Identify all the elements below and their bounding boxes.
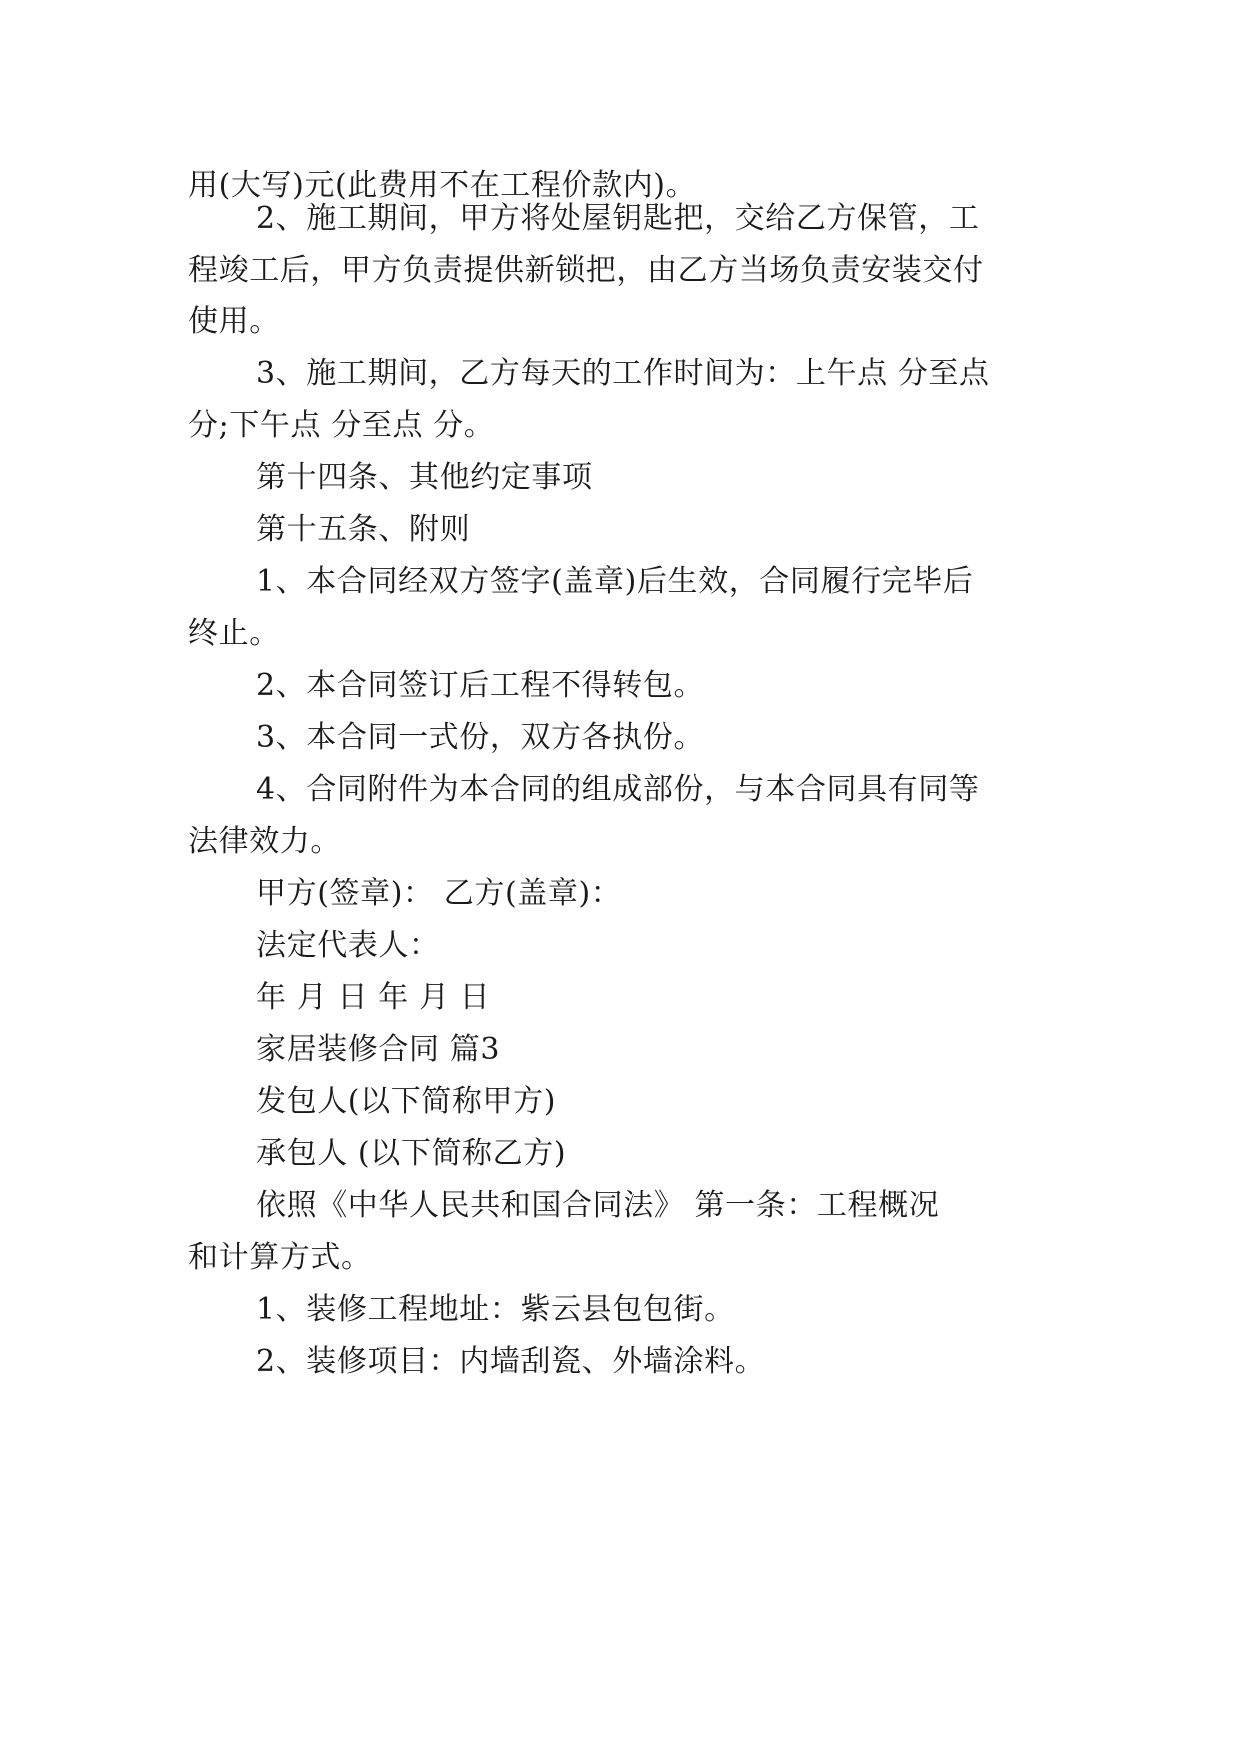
paragraph-line-project-items: 2、装修项目：内墙刮瓷、外墙涂料。 xyxy=(256,1344,766,1379)
contract-title-part-3: 家居装修合同 篇3 xyxy=(256,1032,501,1067)
paragraph-line-fee-note: 用(大写)元(此费用不在工程价款内)。 xyxy=(188,168,697,203)
party-line-employer: 发包人(以下简称甲方) xyxy=(256,1084,557,1119)
paragraph-line-clause-2-cont: 程竣工后，甲方负责提供新锁把，由乙方当场负责安装交付 xyxy=(188,253,984,288)
signature-line-dates: 年 月 日 年 月 日 xyxy=(256,980,491,1015)
paragraph-line-project-address: 1、装修工程地址：紫云县包包街。 xyxy=(256,1292,735,1327)
paragraph-line-basis-start: 依照《中华人民共和国合同法》 第一条：工程概况 xyxy=(256,1188,940,1223)
paragraph-line-clause-3-start: 3、施工期间，乙方每天的工作时间为：上午点 分至点 xyxy=(256,356,990,391)
paragraph-line-attachment-end: 法律效力。 xyxy=(188,824,341,859)
paragraph-line-effect-end: 终止。 xyxy=(188,616,280,651)
document-page xyxy=(188,0,1052,1754)
section-heading-article-14: 第十四条、其他约定事项 xyxy=(256,460,593,495)
signature-line-representative: 法定代表人： xyxy=(256,928,440,963)
paragraph-line-no-subcontract: 2、本合同签订后工程不得转包。 xyxy=(256,668,705,703)
paragraph-line-attachment-start: 4、合同附件为本合同的组成部份，与本合同具有同等 xyxy=(256,772,980,807)
signature-line-parties: 甲方(签章)： 乙方(盖章)： xyxy=(256,876,622,911)
paragraph-line-clause-3-end: 分;下午点 分至点 分。 xyxy=(188,408,495,443)
paragraph-line-basis-end: 和计算方式。 xyxy=(188,1240,372,1275)
paragraph-line-clause-2-start: 2、施工期间，甲方将处屋钥匙把，交给乙方保管，工 xyxy=(256,201,980,236)
section-heading-article-15: 第十五条、附则 xyxy=(256,512,471,547)
party-line-contractor: 承包人 (以下简称乙方) xyxy=(256,1136,567,1171)
paragraph-line-effect-start: 1、本合同经双方签字(盖章)后生效，合同履行完毕后 xyxy=(256,564,974,599)
paragraph-line-clause-2-end: 使用。 xyxy=(188,304,280,339)
paragraph-line-copies: 3、本合同一式份，双方各执份。 xyxy=(256,720,705,755)
